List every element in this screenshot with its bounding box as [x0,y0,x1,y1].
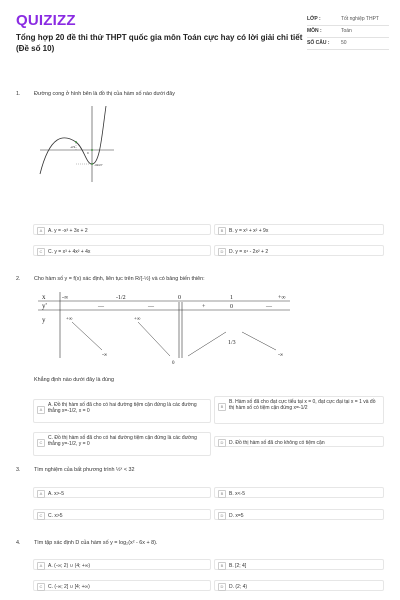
option-2d[interactable] [214,436,384,447]
question-text: Đường cong ở hình bên là đồ thị của hàm số nào dưới đây [34,91,175,97]
graph-label: -32/27 [94,163,103,167]
option-badge: A [37,227,45,235]
option-text: A. Đồ thị hàm số đã cho có hai đường tiệm cận đứng là các đường thẳng x=-1/2, x = 0 [48,402,197,414]
meta-row-class [307,14,389,26]
option-1a[interactable] [33,224,211,235]
meta-label: SỐ CÂU : [307,40,330,46]
option-text: A. y = -x³ + 3x + 2 [48,227,88,234]
option-badge: C [37,583,45,591]
option-text: C. (-∞; 2] ∪ [4; +∞) [48,583,90,590]
meta-value: Tốt nghiệp THPT [341,16,379,22]
option-text: D. y = x⁴ - 2x² + 2 [229,248,269,255]
meta-label: MÔN : [307,28,322,34]
option-3b[interactable] [214,487,384,498]
table-sign: 0 [230,304,233,310]
option-4c[interactable] [33,580,211,591]
table-value: +∞ [134,317,141,322]
option-text: C. x>5 [48,512,63,519]
option-badge: B [218,403,226,411]
option-badge: C [37,248,45,256]
option-4b[interactable] [214,559,384,570]
option-text: B. x<-5 [229,490,245,497]
table-label: y [42,316,46,324]
option-3a[interactable] [33,487,211,498]
option-badge: B [218,490,226,498]
option-text: B. y = x³ + x² + 9x [229,227,269,234]
quizizz-logo: QUIZIZZ [16,12,76,29]
option-1d[interactable] [214,245,384,256]
option-2a[interactable] [33,399,211,423]
question-number: 3. [16,467,21,473]
table-value: +∞ [278,295,286,301]
meta-label: LỚP : [307,16,321,22]
table-value: -∞ [278,353,284,358]
option-3c[interactable] [33,509,211,520]
table-sign: — [98,304,104,310]
worksheet-meta [307,14,389,50]
option-badge: C [37,512,45,520]
option-badge: D [218,248,226,256]
option-badge: D [218,439,226,447]
option-text: C. Đồ thị hàm số đã cho có hai đường tiệm cận đứng là các đường thẳng y=-1/2, y = 0 [48,435,197,447]
option-badge: B [218,227,226,235]
option-badge: A [37,490,45,498]
option-text: D. (2; 4) [229,583,248,590]
question-number: 4. [16,540,21,546]
table-value: 1/3 [228,340,236,346]
question-subtext: Khẳng định nào dưới đây là đúng [34,377,114,383]
table-value: -∞ [62,295,69,301]
question-text: Tìm nghiệm của bất phương trình ½ˣ < 32 [34,467,135,473]
option-2b[interactable] [214,396,384,424]
table-label: x [42,293,46,301]
option-badge: A [37,406,45,414]
graph-label: -2/3 [70,145,76,149]
option-3d[interactable] [214,509,384,520]
variation-table [38,292,290,366]
table-value: -∞ [102,353,108,358]
meta-row-subject [307,26,389,38]
meta-value: Toán [341,28,352,34]
option-text: C. y = x³ + 4x² + 4x [48,248,91,255]
meta-row-count [307,38,389,50]
option-text: B. Hàm số đã cho đạt cực tiểu tại x = 0, đạt cực đại tại x = 1 và đồ thị hàm số có tiệm cận đứng x=-1/2 [229,399,376,411]
function-graph [38,104,114,182]
question-text: Tìm tập xác định D của hàm số y = log₂(x² - 6x + 8). [34,540,158,546]
question-number: 2. [16,276,21,282]
option-badge: D [218,512,226,520]
table-value: 0 [172,361,175,366]
option-text: A. (-∞; 2) ∪ (4; +∞) [48,562,91,569]
table-value: 1 [230,295,233,301]
option-badge: C [37,439,45,447]
table-sign: + [202,304,206,310]
table-sign: — [266,304,272,310]
option-text: B. [2; 4] [229,562,247,569]
table-sign: — [148,304,154,310]
question-number: 1. [16,91,21,97]
option-2c[interactable] [33,432,211,456]
table-label: y' [42,302,47,310]
table-value: 0 [178,295,181,301]
option-1c[interactable] [33,245,211,256]
graph-label: 0 [87,151,89,155]
table-value: -1/2 [116,295,126,301]
option-badge: B [218,562,226,570]
worksheet-title: Tổng hợp 20 đề thi thử THPT quốc gia môn Toán cực hay có lời giải chi tiết (Đề số 10) [16,33,303,53]
option-badge: D [218,583,226,591]
option-badge: A [37,562,45,570]
question-text: Cho hàm số y = f(x) xác định, liên tục trên R/{-½} và có bảng biến thiên: [34,276,205,282]
table-value: +∞ [66,317,73,322]
option-text: D. x=5 [229,512,244,519]
meta-value: 50 [341,40,347,46]
option-text: A. x>-5 [48,490,64,497]
option-4d[interactable] [214,580,384,591]
option-1b[interactable] [214,224,384,235]
option-text: D. Đồ thị hàm số đã cho không có tiệm cận [229,439,325,446]
option-4a[interactable] [33,559,211,570]
